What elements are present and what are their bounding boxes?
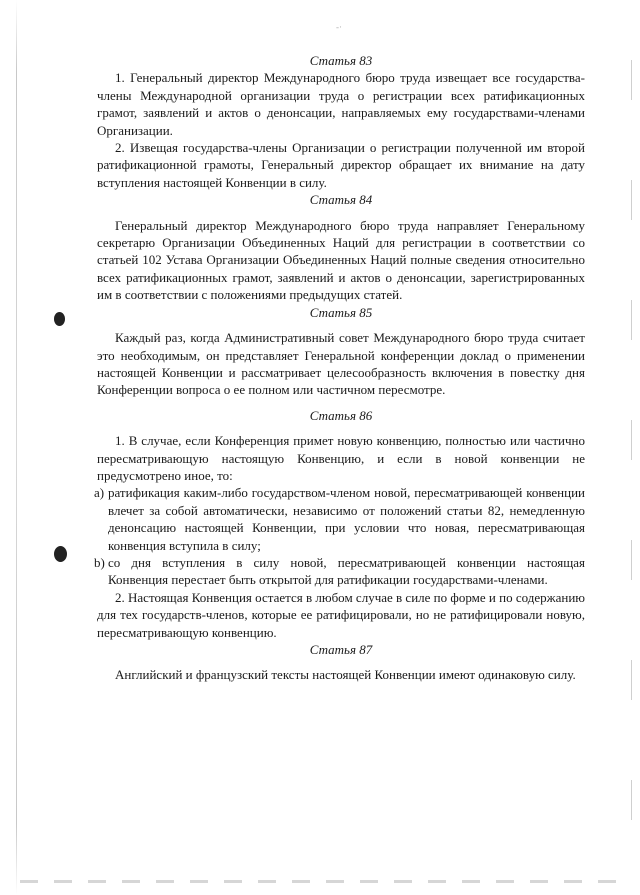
article-title: Статья 85 [309,304,373,320]
scan-edge-left [16,0,17,895]
article-85 [97,304,585,399]
paragraph: Каждый раз, когда Административный совет Международного бюро труда считает это необходимым, он представляет Генеральной конференции доклад о применении настоящей Конвенции и рассматривает целесообразность включения в повестку дня Конференции вопроса о ее полном или частичном пересмотре. [97,330,585,398]
page-mark: -· [336,22,342,32]
list-item [94,554,585,589]
scan-edge-right [631,60,632,840]
spacer [97,321,585,329]
paragraph: Генеральный директор Международного бюро труда направляет Генеральному секретарю Организации Объединенных Наций для регистрации в соответствии со статьей 102 Устава Организации Объединенных Наций полные сведения относительно всех ратификационных грамот, заявлений и актов о денонсации, зарегистрированных им в соответствии с положениями предыдущих статей. [97,217,585,303]
article-83 [97,52,585,191]
document-body [94,52,585,684]
spacer [97,209,585,217]
article-84 [97,191,585,303]
punch-hole-mark [54,546,67,562]
list-item [94,484,585,554]
article-title: Статья 84 [309,192,373,208]
paragraph: Английский и французский тексты настоящей Конвенции имеют одинаковую силу. [115,667,576,683]
spacer [97,658,585,666]
spacer [97,424,585,432]
paragraph: 1. Генеральный директор Международного бюро труда извещает все государства-члены Международной организации труда о регистрации всех ратификационных грамот, заявлений и актов о денонсации, направляемых ему государствами-членами Организации. [97,70,585,138]
article-86 [94,399,585,641]
spacer [97,399,585,407]
article-title: Статья 86 [309,407,373,423]
paragraph: 2. Настоящая Конвенция остается в любом случае в силе по форме и по содержанию для тех государств-членов, которые ее ратифицировали, но не ратифицировали новую, пересматривающую конвенцию. [97,589,585,640]
list-marker: a) [94,485,105,501]
list-text: ратификация каким-либо государством-членом новой, пересматривающей конвенции влечет за собой автоматически, независимо от положений статьи 82, немедленную денонсацию настоящей Конвенции, при условии что новая, пересматривающая конвенция вступила в силу; [108,485,585,553]
paragraph: 2. Извещая государства-члены Организации о регистрации полученной им второй ратификационной грамоты, Генеральный директор обращает их внимание на дату вступления настоящей Конвенции в силу. [97,140,585,190]
article-title: Статья 83 [309,53,373,68]
list-text: со дня вступления в силу новой, пересматривающей конвенции настоящая Конвенция перестает быть открытой для ратификации государствами-членами. [108,554,585,588]
article-87 [97,641,585,684]
list-marker: b) [94,554,105,570]
paragraph: 1. В случае, если Конференция примет новую конвенцию, полностью или частично пересматривающую настоящую Конвенцию, и если в новой конвенции не предусмотрено иное, то: [97,433,585,483]
scan-edge-bottom [20,880,620,883]
article-title: Статья 87 [309,642,373,657]
punch-hole-mark [54,312,65,326]
